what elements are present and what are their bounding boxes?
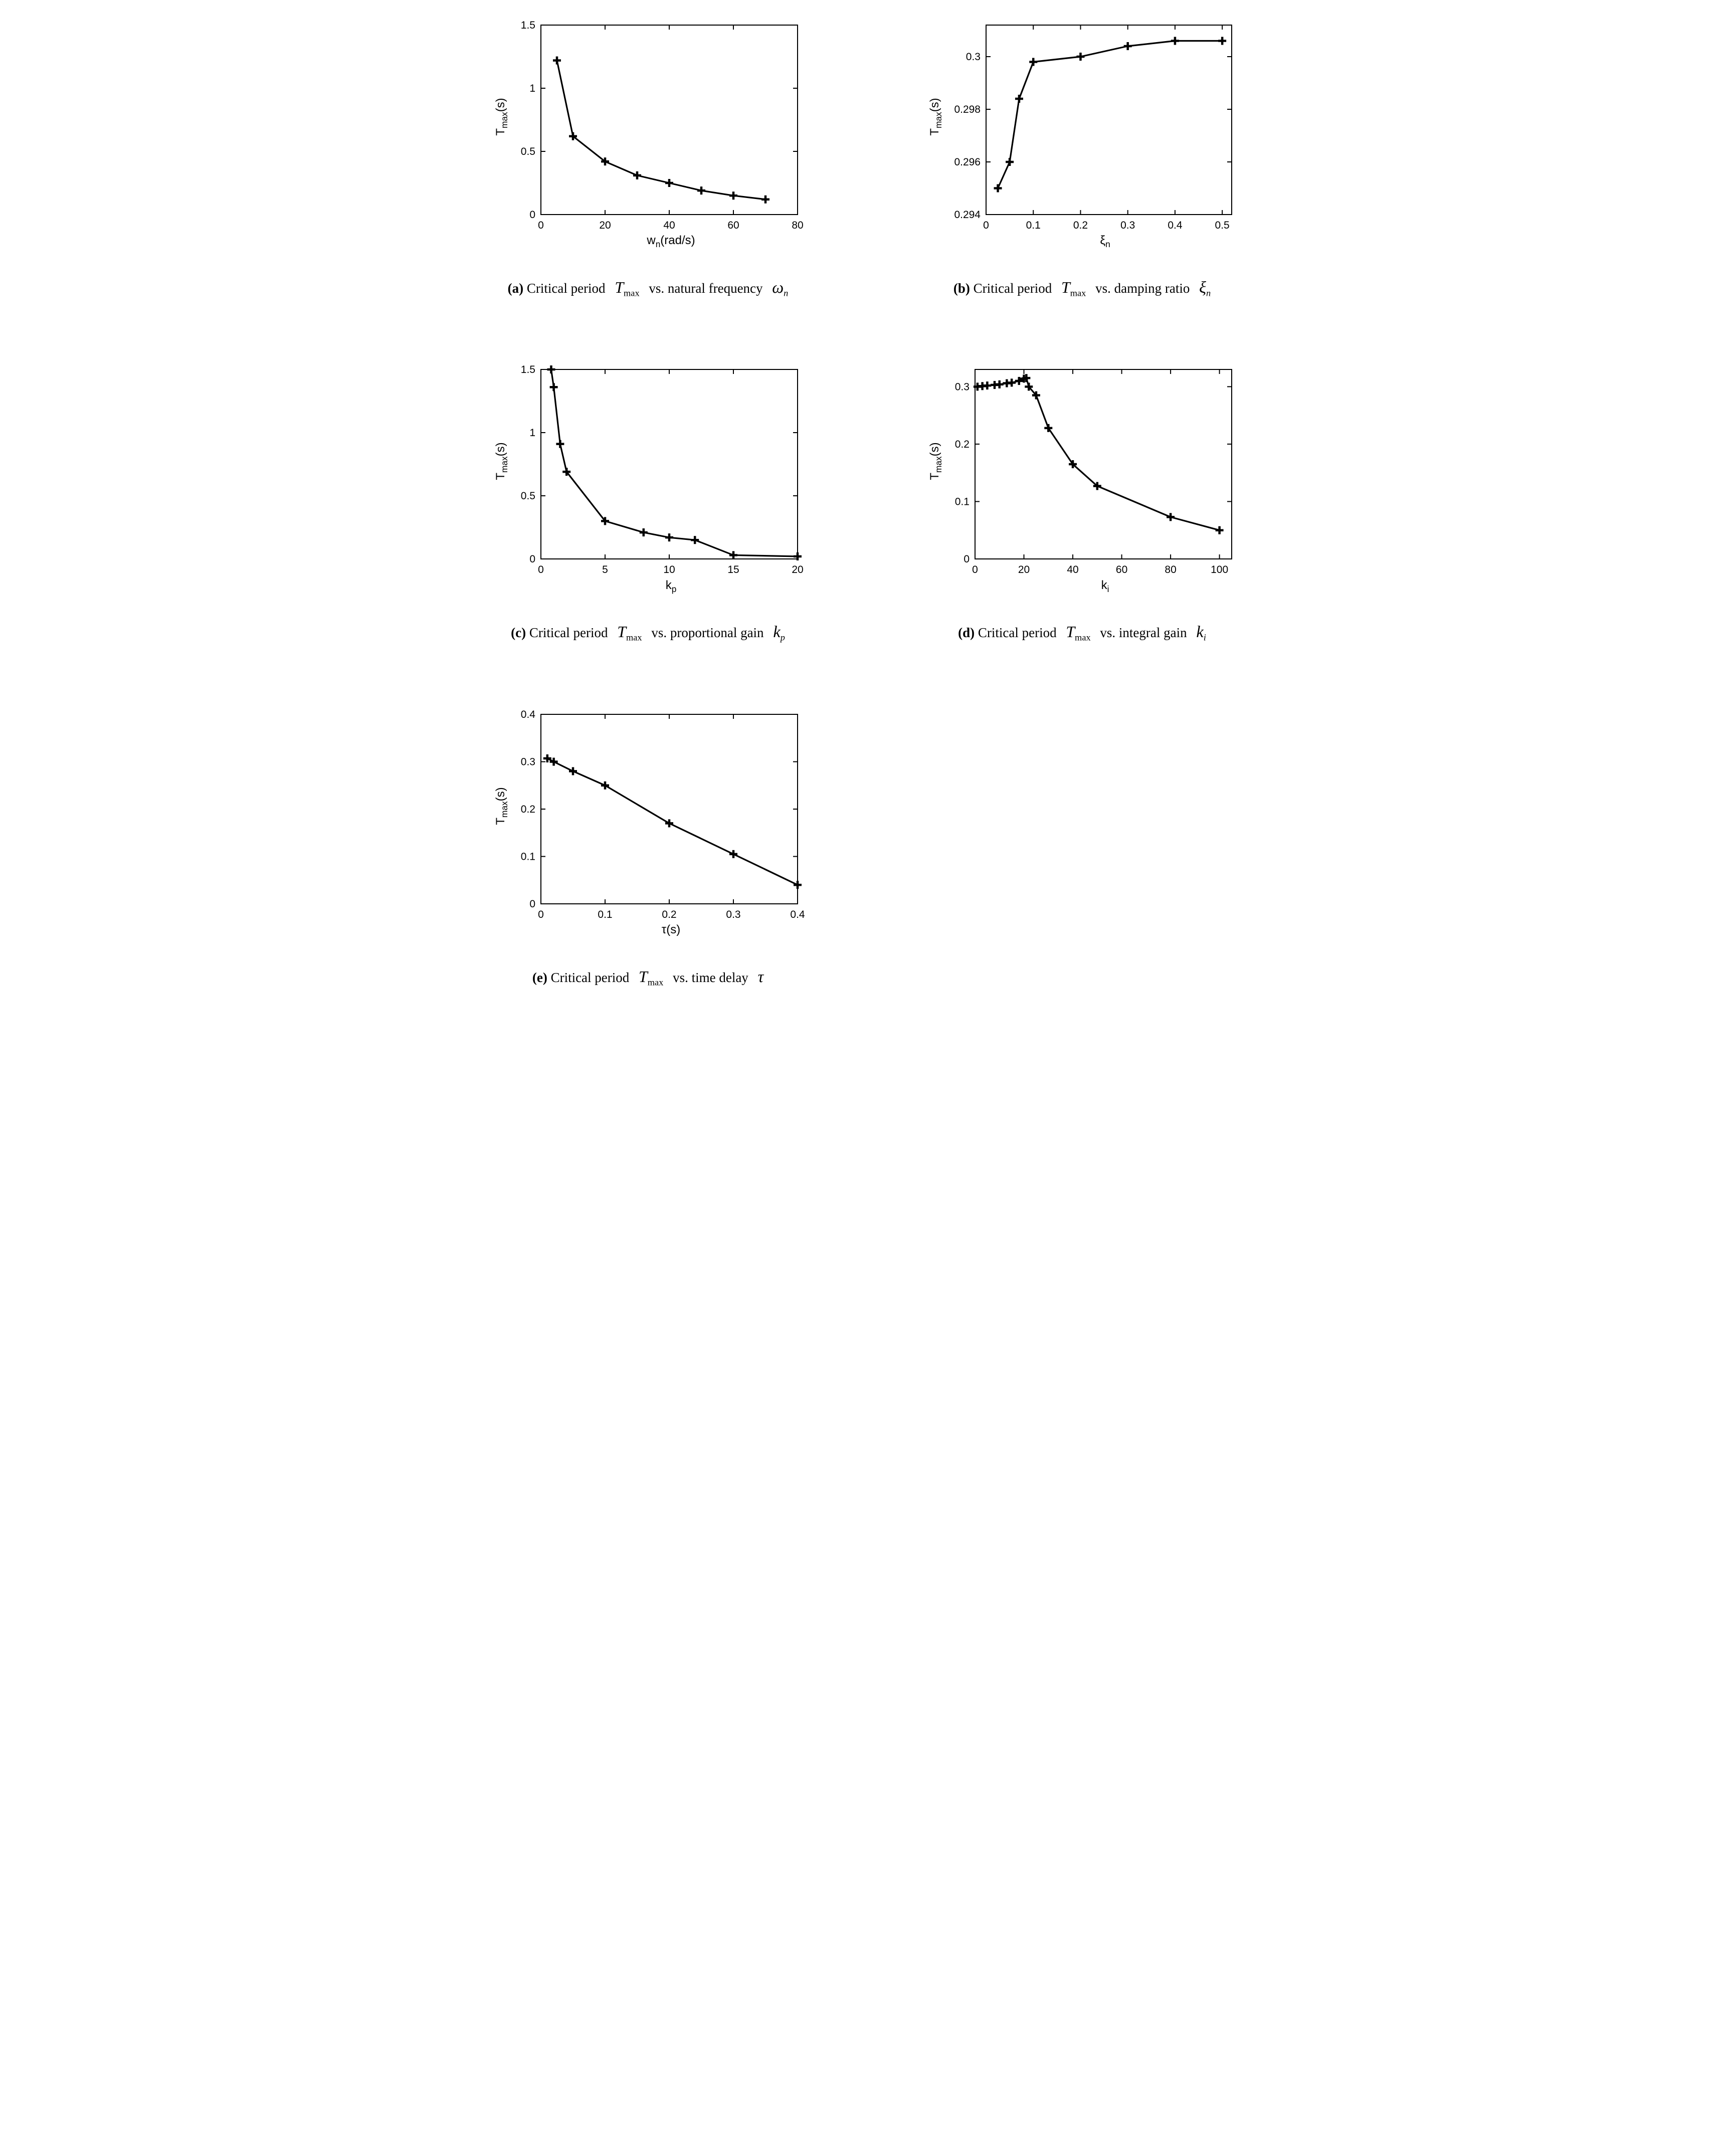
- svg-text:0.3: 0.3: [725, 908, 741, 920]
- svg-text:80: 80: [791, 220, 804, 231]
- svg-text:1: 1: [529, 83, 535, 94]
- figure-c: [491, 358, 812, 643]
- xlabel-main: k: [665, 578, 672, 592]
- y-axis-label-c: [494, 443, 510, 480]
- svg-text:15: 15: [727, 564, 739, 576]
- svg-text:5: 5: [602, 564, 608, 576]
- svg-text:0.1: 0.1: [1026, 220, 1041, 231]
- svg-text:0: 0: [537, 220, 544, 231]
- svg-text:1: 1: [529, 427, 535, 439]
- x-axis-label-b: [980, 234, 1231, 250]
- svg-text:0: 0: [983, 220, 989, 231]
- svg-text:0.2: 0.2: [954, 439, 970, 451]
- param-symbol: $k_p$: [773, 623, 785, 643]
- svg-text:0.296: 0.296: [953, 156, 981, 168]
- svg-text:0: 0: [529, 209, 535, 221]
- chart-a-canvas: [491, 14, 812, 250]
- svg-text:0.4: 0.4: [790, 908, 805, 920]
- caption-text: vs. integral gain: [1100, 625, 1187, 641]
- caption-text: vs. natural frequency: [649, 281, 763, 296]
- svg-text:0: 0: [529, 553, 535, 565]
- svg-text:20: 20: [791, 564, 804, 576]
- svg-text:0.5: 0.5: [520, 146, 535, 157]
- caption-text: vs. time delay: [673, 970, 748, 985]
- param-symbol: τ: [757, 967, 764, 986]
- svg-text:40: 40: [1066, 564, 1079, 576]
- caption-tag: (d): [958, 625, 975, 641]
- x-axis-label-d: [980, 578, 1231, 595]
- svg-text:20: 20: [599, 220, 611, 231]
- caption-text: Critical period: [978, 625, 1057, 641]
- figure-d: [925, 358, 1246, 643]
- svg-text:60: 60: [1115, 564, 1127, 576]
- caption-tag: (a): [507, 281, 524, 296]
- param-symbol: $\xi_n$: [1199, 279, 1211, 298]
- svg-text:0.2: 0.2: [1073, 220, 1088, 231]
- caption-text: Critical period: [526, 281, 606, 296]
- xlabel-main: w: [647, 234, 656, 248]
- xlabel-main: k: [1101, 578, 1107, 592]
- ylabel-sub: max: [499, 801, 509, 818]
- xlabel-sub: p: [671, 584, 677, 594]
- ylabel-main: T: [493, 817, 507, 825]
- caption-d: [958, 623, 1212, 643]
- svg-text:20: 20: [1018, 564, 1030, 576]
- tmax-symbol: $T_{max}$: [1066, 623, 1091, 643]
- xlabel-main: ξ: [1100, 234, 1106, 248]
- ylabel-suffix: (s): [927, 442, 941, 457]
- ylabel-main: T: [927, 473, 941, 481]
- xlabel-sub: i: [1107, 584, 1109, 594]
- ylabel-sub: max: [933, 112, 943, 128]
- svg-text:1.5: 1.5: [520, 364, 535, 376]
- svg-text:0.5: 0.5: [1215, 220, 1230, 231]
- caption-c: [511, 623, 791, 643]
- chart-c-canvas: [491, 358, 812, 594]
- xlabel-sub: n: [655, 239, 661, 249]
- xlabel-main: τ: [661, 922, 667, 936]
- svg-text:0: 0: [537, 564, 544, 576]
- caption-text: vs. damping ratio: [1095, 281, 1190, 296]
- figure-b: [925, 14, 1246, 298]
- chart-b-canvas: [925, 14, 1246, 250]
- y-axis-label-e: [494, 787, 510, 825]
- y-axis-label-b: [928, 98, 944, 135]
- plot-b: [925, 14, 1246, 250]
- ylabel-main: T: [493, 473, 507, 481]
- caption-e: [532, 968, 769, 988]
- cell-c: [434, 358, 868, 643]
- ylabel-main: T: [927, 128, 941, 136]
- svg-text:0.1: 0.1: [597, 908, 613, 920]
- svg-text:10: 10: [663, 564, 675, 576]
- tmax-symbol: $T_{max}$: [615, 279, 640, 298]
- svg-text:0: 0: [537, 908, 544, 920]
- svg-text:0.2: 0.2: [520, 803, 535, 815]
- svg-text:0.3: 0.3: [954, 381, 970, 393]
- plot-d: [925, 358, 1246, 594]
- chart-e-canvas: [491, 703, 812, 939]
- plot-a: [491, 14, 812, 250]
- svg-text:0.1: 0.1: [520, 851, 535, 863]
- ylabel-suffix: (s): [493, 442, 507, 457]
- svg-text:0.1: 0.1: [954, 496, 970, 508]
- ylabel-sub: max: [933, 456, 943, 473]
- cell-d: [868, 358, 1302, 643]
- caption-text: Critical period: [973, 281, 1052, 296]
- plot-e: [491, 703, 812, 939]
- svg-text:0.298: 0.298: [953, 104, 981, 115]
- svg-text:0.3: 0.3: [1120, 220, 1135, 231]
- svg-text:0.294: 0.294: [953, 209, 981, 221]
- cell-e: [434, 703, 868, 988]
- svg-text:80: 80: [1164, 564, 1177, 576]
- svg-text:0.3: 0.3: [520, 756, 535, 768]
- xlabel-suffix: (s): [666, 922, 681, 936]
- svg-text:40: 40: [663, 220, 675, 231]
- caption-tag: (e): [532, 970, 547, 985]
- caption-a: [508, 279, 795, 298]
- y-axis-label-a: [494, 98, 510, 135]
- x-axis-label-e: [546, 923, 797, 939]
- chart-d-canvas: [925, 358, 1246, 594]
- caption-text: vs. proportional gain: [651, 625, 764, 641]
- param-symbol: $\omega_n$: [772, 279, 789, 298]
- svg-text:60: 60: [727, 220, 739, 231]
- y-axis-label-d: [928, 443, 944, 480]
- ylabel-suffix: (s): [493, 98, 507, 112]
- caption-text: Critical period: [550, 970, 630, 985]
- figure-panel-page: [434, 0, 1302, 1023]
- xlabel-sub: n: [1105, 239, 1110, 249]
- param-symbol: $k_i$: [1196, 623, 1206, 643]
- tmax-symbol: $T_{max}$: [617, 623, 642, 643]
- x-axis-label-c: [546, 578, 797, 595]
- tmax-symbol: $T_{max}$: [1061, 279, 1086, 298]
- caption-tag: (b): [953, 281, 970, 296]
- svg-text:0.2: 0.2: [661, 908, 677, 920]
- svg-text:100: 100: [1210, 564, 1228, 576]
- svg-text:0: 0: [972, 564, 978, 576]
- svg-text:0: 0: [529, 898, 535, 910]
- figure-e: [491, 703, 812, 988]
- plot-c: [491, 358, 812, 594]
- tmax-symbol: $T_{max}$: [639, 967, 664, 988]
- ylabel-main: T: [493, 128, 507, 136]
- ylabel-sub: max: [499, 456, 509, 473]
- figure-a: [491, 14, 812, 298]
- x-axis-label-a: [546, 234, 797, 250]
- caption-b: [953, 279, 1217, 298]
- svg-text:0: 0: [963, 553, 970, 565]
- figure-grid: [434, 14, 1302, 988]
- svg-text:0.5: 0.5: [520, 490, 535, 502]
- xlabel-suffix: (rad/s): [660, 234, 695, 248]
- ylabel-sub: max: [499, 112, 509, 128]
- ylabel-suffix: (s): [493, 787, 507, 802]
- caption-tag: (c): [511, 625, 526, 641]
- cell-a: [434, 14, 868, 298]
- svg-text:0.4: 0.4: [1167, 220, 1183, 231]
- cell-b: [868, 14, 1302, 298]
- svg-text:1.5: 1.5: [520, 20, 535, 31]
- ylabel-suffix: (s): [927, 98, 941, 112]
- caption-text: Critical period: [529, 625, 608, 641]
- svg-text:0.4: 0.4: [520, 708, 535, 720]
- svg-text:0.3: 0.3: [966, 51, 981, 63]
